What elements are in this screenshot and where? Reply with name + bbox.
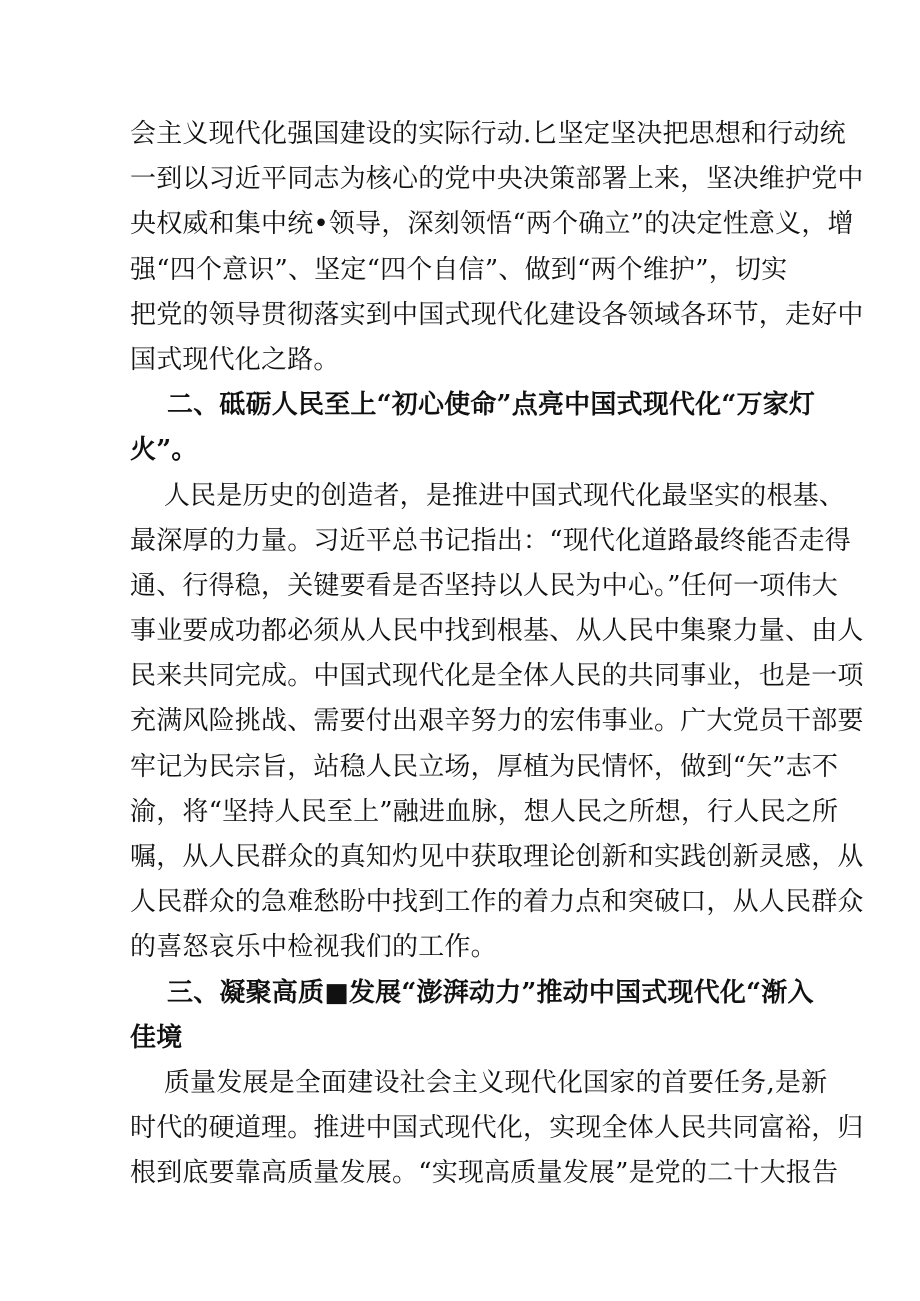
- text-line: 央权威和集中统•领导，深刻领悟“两个确立”的决定性意义，增: [130, 209, 854, 240]
- text-line: 一到以习近平同志为核心的党中央决策部署上来，坚决维护党中: [130, 164, 864, 195]
- text-line: 国式现代化之路。: [130, 344, 340, 375]
- text-line: 民来共同完成。中国式现代化是全体人民的共同事业，也是一项: [130, 661, 864, 692]
- text-line: 通、行得稳，关键要看是否坚持以人民为中心。”任何一项伟大: [130, 570, 838, 601]
- text-line: 质量发展是全面建设社会主义现代化国家的首要任务,是新: [130, 1067, 828, 1098]
- text-line: 充满风险挑战、需要付出艰辛努力的宏伟事业。广大党员干部要: [130, 706, 864, 737]
- text-line: 渝，将“坚持人民至上”融进血脉，想人民之所想，行人民之所: [130, 796, 839, 827]
- text-line: 人民是历史的创造者，是推进中国式现代化最坚实的根基、: [130, 480, 846, 511]
- paragraph-3: [130, 1061, 864, 1197]
- text-line: 嘱，从人民群众的真知灼见中获取理论创新和实践创新灵感，从: [130, 842, 864, 872]
- text-line: 强“四个意识”、坚定“四个自信”、做到“两个维护”，切实: [130, 254, 788, 285]
- text-line: 事业要成功都必须从人民中找到根基、从人民中集聚力量、由人: [130, 616, 864, 647]
- text-line: 最深厚的力量。习近平总书记指出：“现代化道路最终能否走得: [130, 525, 851, 556]
- heading-line: 佳境: [130, 1022, 183, 1053]
- section-heading-3: [130, 971, 814, 1061]
- paragraph-2: [130, 474, 864, 971]
- section-heading-2: [130, 383, 816, 473]
- text-line: 人民群众的急难愁盼中找到工作的着力点和突破口，从人民群众: [130, 887, 864, 918]
- heading-line: 二、砥砺人民至上“初心使命”点亮中国式现代化“万家灯: [130, 390, 816, 421]
- text-line: 会主义现代化强国建设的实际行动.匕坚定坚决把思想和行动统: [130, 119, 846, 149]
- text-line: 根到底要靠高质量发展。“实现高质量发展”是党的二十大报告: [130, 1158, 839, 1189]
- heading-line: 三、凝聚高质■发展“澎湃动力”推动中国式现代化“渐入: [130, 977, 814, 1008]
- text-line: 把党的领导贯彻落实到中国式现代化建设各领域各环节，走好中: [130, 299, 864, 330]
- document-body: [130, 112, 864, 1197]
- text-line: 牢记为民宗旨，站稳人民立场，厚植为民情怀，做到“矢”志不: [130, 751, 839, 782]
- text-line: 时代的硬道理。推进中国式现代化，实现全体人民共同富裕，归: [130, 1113, 864, 1144]
- heading-line: 火”。: [130, 435, 198, 466]
- paragraph-1: [130, 112, 864, 383]
- text-line: 的喜怒哀乐中检视我们的工作。: [130, 932, 497, 963]
